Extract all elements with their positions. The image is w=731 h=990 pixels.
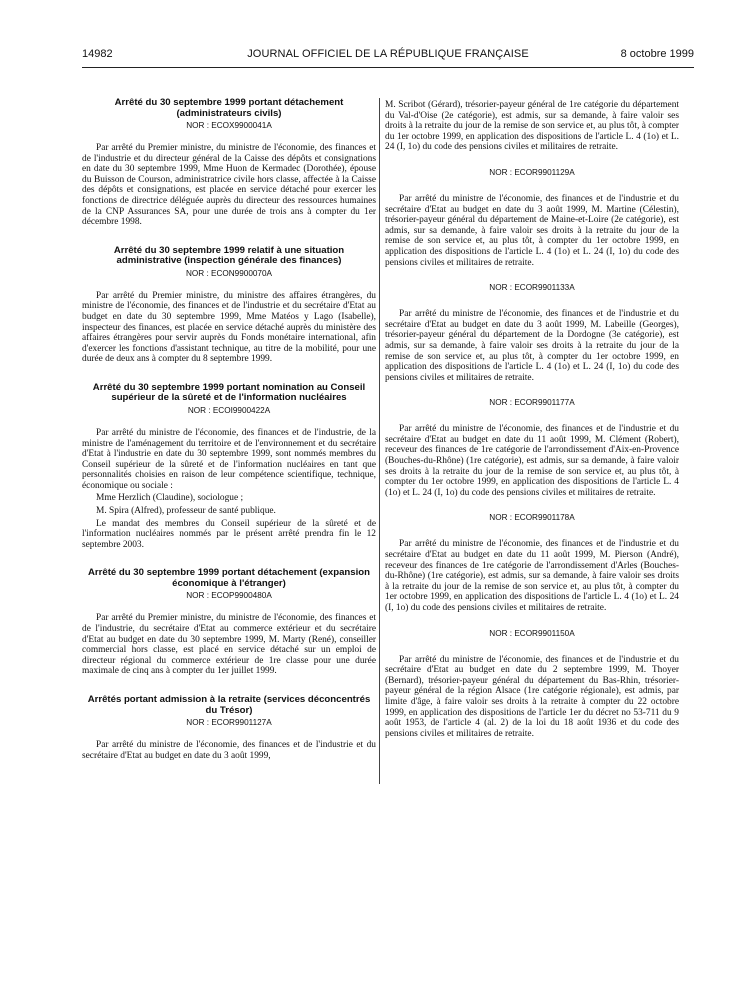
nor-reference: NOR : ECOR9901133A — [489, 283, 575, 293]
nor-reference: NOR : ECOX9900041A — [186, 121, 272, 130]
decree-admission-retraite — [82, 695, 376, 761]
nor-reference: NOR : ECOR9901150A — [489, 628, 575, 638]
decree-text: Par arrêté du ministre de l'économie, des finances et de l'industrie et du secrétaire d'Etat au budget en date du 11 août 1999, M. Clément (Robert), receveur des finances de 1re catégorie de l'arrondissement d'Aix-en-Provence (Bouches-du-Rhône) (1re catégorie), est admis, sur sa demande, à faire valoir ses droits à la retraite du jour de la remise de son service et, au plus tôt, à compter du 1er octobre 1999, en application des dispositions de l'article L. 4 (1o) et L. 24 (I, 1o) du code des pensions civiles et militaires de retraite. — [385, 424, 679, 498]
nor-reference: NOR : ECOR9901129A — [489, 167, 575, 177]
member-item: M. Spira (Alfred), professeur de santé publique. — [96, 506, 276, 517]
left-column — [82, 98, 376, 761]
decree-title: Arrêté du 30 septembre 1999 portant détachement (administrateurs civils) — [114, 97, 344, 119]
nor-reference: NOR : ECOR9901177A — [489, 398, 575, 408]
decree-nomination-conseil — [82, 383, 376, 551]
decree-text: Par arrêté du ministre de l'économie, des finances et de l'industrie et du secrétaire d'Etat au budget en date du 3 août 1999, — [82, 740, 376, 761]
decree-text: Par arrêté du ministre de l'économie, des finances et de l'industrie, de la ministre de l'aménagement du territoire et de l'environnement et du secrétaire d'Etat à l'industrie en date du 30 septembre 1999, sont nommés membres du Conseil supérieur de la sûreté et de l'information nucléaires en tant que personnalités choisies en raison de leur compétence scientifique, technique, économique ou sociale : — [82, 427, 376, 491]
decree-detachement-expansion — [82, 568, 376, 677]
nor-reference: NOR : ECON9900070A — [185, 268, 272, 278]
nor-reference: NOR : ECOR9901178A — [489, 513, 575, 523]
decree-text: Par arrêté du ministre de l'économie, des finances et de l'industrie et du secrétaire d'Etat au budget en date du 3 août 1999, M. Labeille (Georges), trésorier-payeur général du département de la Dordogne (3e catégorie), est admis, sur sa demande, à faire valoir ses droits à la retraite du jour de la remise de son service et, au plus tôt, à compter du 1er octobre 1999, en application des dispositions de l'article L. 4 (1o) et L. 24 (I, 1o) du code des pensions civiles et militaires de retraite. — [385, 309, 679, 383]
right-column — [385, 100, 679, 739]
decree-text: M. Scribot (Gérard), trésorier-payeur général de 1re catégorie du département du Val-d'Oise (2e catégorie), est admis, sur sa demande, à faire valoir ses droits à la retraite du jour de la remise de son service et, au plus tôt, à compter du 1er octobre 1999, en application des dispositions de l'article L. 4 (1o) et L. 24 (I, 1o) du code des pensions civiles et militaires de retraite. — [385, 100, 679, 153]
column-divider — [379, 98, 380, 784]
decree-text: Par arrêté du Premier ministre, du ministre des affaires étrangères, du ministre de l'économie, des finances et de l'industrie et du secrétaire d'Etat au budget en date du 30 septembre 1999, Mme Matéos y Lago (Isabelle), inspecteur des finances, est placée en service détaché auprès du ministère des affaires étrangères pour servir auprès du Fonds monétaire international, afin d'exercer les fonctions d'assistant technique, au titre de la mobilité, pour une durée de deux ans à compter du 8 septembre 1999. — [82, 290, 376, 365]
decree-text: Par arrêté du Premier ministre, du ministre de l'économie, des finances et de l'industrie et du directeur général de la Caisse des dépôts et consignations en date du 30 septembre 1999, Mme Huon de Kermadec (Dorothée), épouse du Buisson de Courson, administratrice civile hors classe, affectée à la Caisse des dépôts et consignations, est placée en service détaché pour exercer les fonctions de directrice déléguée auprès du directeur des ressources humaines de la CNP Assurances SA, pour une durée de trois ans à compter du 1er décembre 1998. — [82, 143, 376, 228]
decree-title: Arrêtés portant admission à la retraite (services déconcentrés du Trésor) — [87, 694, 371, 716]
header-rule — [82, 67, 694, 68]
decree-title: Arrêté du 30 septembre 1999 relatif à une situation administrative (inspection générale des finances) — [113, 244, 345, 267]
page-header — [82, 48, 694, 66]
nor-reference: NOR : ECOR9901127A — [186, 718, 272, 727]
decree-text: Par arrêté du ministre de l'économie, des finances et de l'industrie et du secrétaire d'Etat au budget en date du 3 août 1999, M. Martine (Célestin), trésorier-payeur général du département de Maine-et-Loire (2e catégorie), est admis, sur sa demande, à faire valoir ses droits à la retraite du jour de la remise de son service et, au plus tôt, à compter du 1er octobre 1999, en application des dispositions de l'article L. 4 (1o) et L. 24 (I, 1o) du code des pensions civiles et militaires de retraite. — [385, 193, 679, 268]
nor-reference: NOR : ECOP9900480A — [186, 591, 272, 601]
decree-text: Par arrêté du ministre de l'économie, des finances et de l'industrie et du secrétaire d'Etat au budget en date du 2 septembre 1999, M. Thoyer (Bernard), trésorier-payeur général du département du Bas-Rhin, trésorier-payeur général de la région Alsace (1re catégorie régionale), est admis, par limite d'âge, à faire valoir ses droits à la retraite à compter du 22 octobre 1999, en application des dispositions de l'article 1er du décret no 53-711 du 9 août 1953, de l'article 4 (al. 2) de la loi du 18 août 1936 et du code des pensions civiles et militaires de retraite. — [385, 654, 679, 739]
page-number: 14982 — [82, 48, 113, 60]
journal-title: JOURNAL OFFICIEL DE LA RÉPUBLIQUE FRANÇAISE — [247, 48, 529, 60]
decree-title: Arrêté du 30 septembre 1999 portant nomination au Conseil supérieur de la sûreté et de l'information nucléaires — [92, 381, 366, 404]
nor-reference: NOR : ECOI9900422A — [187, 405, 271, 415]
decree-text: Par arrêté du ministre de l'économie, des finances et de l'industrie et du secrétaire d'Etat au budget en date du 11 août 1999, M. Pierson (André), receveur des finances de 1re catégorie de l'arrondissement d'Arles (Bouches-du-Rhône) (1re catégorie), est admis, sur sa demande, à faire valoir ses droits à la retraite du jour de la remise de son service et, au plus tôt, à compter du 1er octobre 1999, en application des dispositions de l'article L. 4 (1o) et L. 24 (I, 1o) du code des pensions civiles et militaires de retraite. — [385, 539, 679, 613]
decree-text: Le mandat des membres du Conseil supérieur de la sûreté et de l'information nucléaires nommés par le présent arrêté prendra fin le 12 septembre 2003. — [82, 518, 376, 550]
decree-situation-administrative — [82, 246, 376, 365]
decree-detachement-administrateurs — [82, 98, 376, 228]
decree-title: Arrêté du 30 septembre 1999 portant détachement (expansion économique à l'étranger) — [87, 567, 371, 589]
decree-text: Par arrêté du Premier ministre, du ministre de l'économie, des finances et de l'industrie, du secrétaire d'Etat au commerce extérieur et du secrétaire d'Etat au budget en date du 30 septembre 1999, M. Marty (René), conseiller commercial hors classe, est placé en service détaché sur un emploi de directeur régional du commerce extérieur de 1re classe pour une durée maximale de cinq ans à compter du 1er juillet 1999. — [82, 613, 376, 677]
member-item: Mme Herzlich (Claudine), sociologue ; — [96, 493, 244, 504]
issue-date: 8 octobre 1999 — [620, 48, 694, 60]
